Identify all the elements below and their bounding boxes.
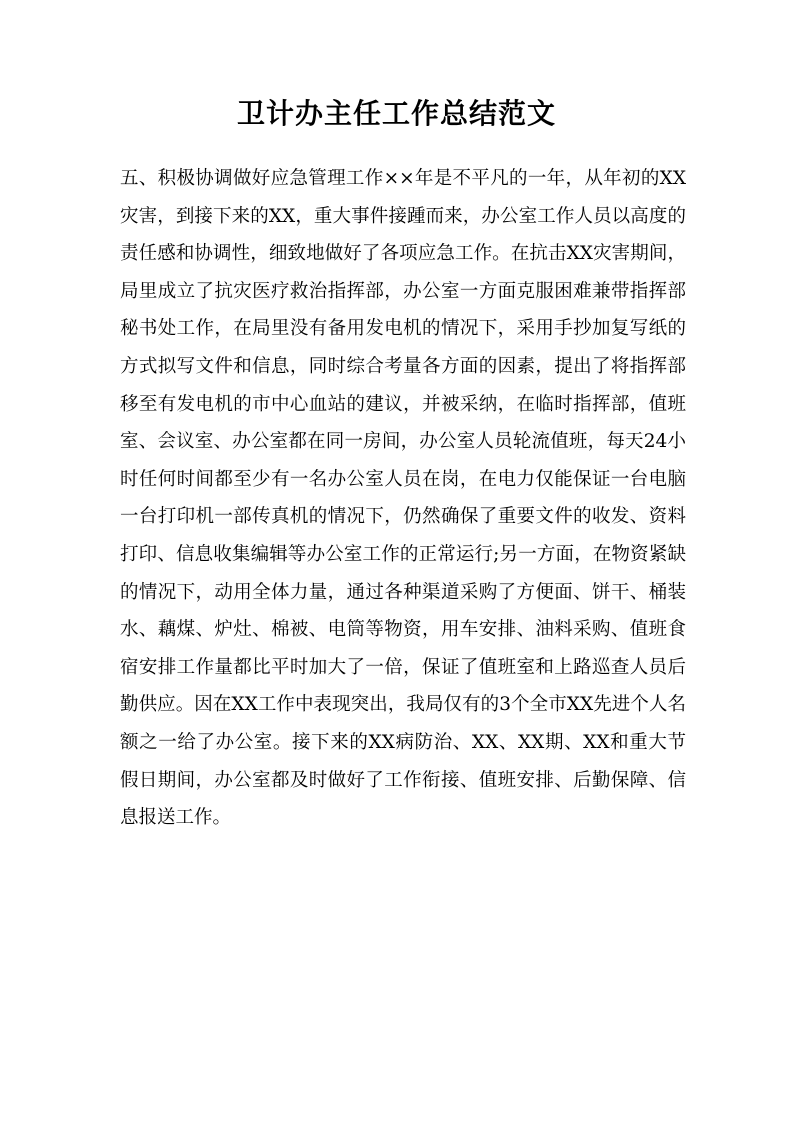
body-paragraph: 五、积极协调做好应急管理工作××年是不平凡的一年，从年初的XX灾害，到接下来的XX，重大事件接踵而来，办公室工作人员以高度的责任感和协调性，细致地做好了各项应急工作。在抗击XX灾害期间，局里成立了抗灾医疗救治指挥部，办公室一方面克服困难兼带指挥部秘书处工作，在局里没有备用发电机的情况下，采用手抄加复写纸的方式拟写文件和信息，同时综合考量各方面的因素，提出了将指挥部移至有发电机的市中心血站的建议，并被采纳，在临时指挥部，值班室、会议室、办公室都在同一房间，办公室人员轮流值班，每天24小时任何时间都至少有一名办公室人员在岗，在电力仅能保证一台电脑一台打印机一部传真机的情况下，仍然确保了重要文件的收发、资料打印、信息收集编辑等办公室工作的正常运行;另一方面，在物资紧缺的情况下，动用全体力量，通过各种渠道采购了方便面、饼干、桶装水、藕煤、炉灶、棉被、电筒等物资，用车安排、油料采购、值班食宿安排工作量都比平时加大了一倍，保证了值班室和上路巡查人员后勤供应。因在XX工作中表现突出，我局仅有的3个全市XX先进个人名额之一给了办公室。接下来的XX病防治、XX、XX期、XX和重大节假日期间，办公室都及时做好了工作衔接、值班安排、后勤保障、信息报送工作。 [120,168,686,829]
document-title: 卫计办主任工作总结范文 [236,97,556,130]
